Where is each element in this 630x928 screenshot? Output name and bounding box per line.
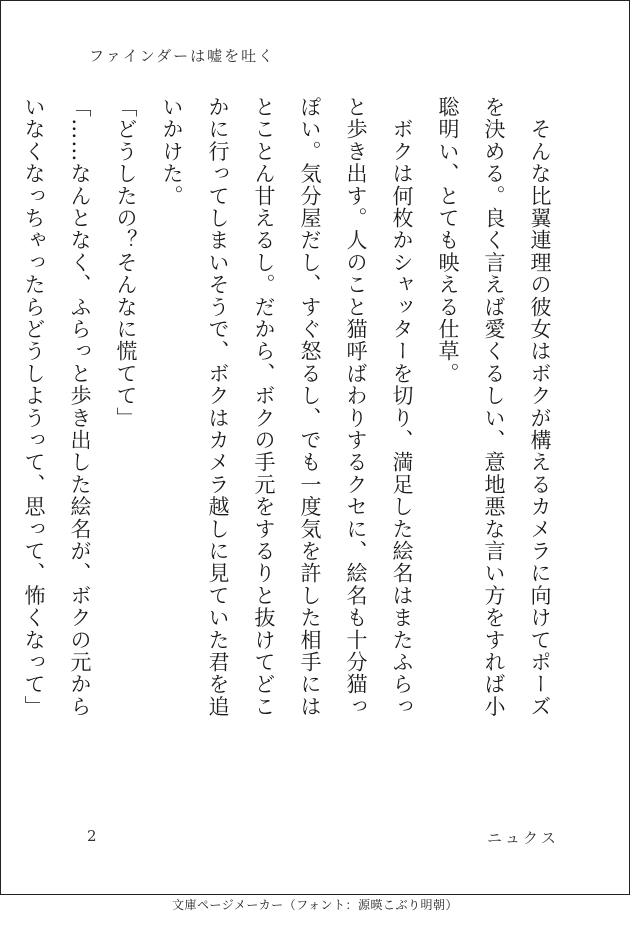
dialogue-line — [0, 96, 11, 736]
dialogue-line: 「……なんとなく、ふらっと歩き出した絵名が、ボクの元からいなくなっちゃったらどうしようって、思って、怖くなって」 — [22, 96, 92, 718]
book-title: ファインダーは嘘を吐く — [89, 47, 276, 65]
author-name: ニュクス — [487, 829, 559, 847]
body-text — [22, 96, 563, 736]
paragraph: そんな比翼連理の彼女はボクが構えるカメラに向けてポーズを決める。良く言えば愛くるしい、意地悪な言い方をすれば小聡明い、とても映える仕草。 — [436, 96, 552, 718]
page-number: 2 — [87, 827, 97, 845]
paragraph: ボクは何枚かシャッターを切り、満足した絵名はまたふらっと歩き出す。人のこと猫呼ばわりするクセに、絵名も十分猫っぽい。気分屋だし、すぐ怒るし、でも一度気を許した相手にはとことん甘えるし。だから、ボクの手元をするりと抜けてどこかに行ってしまいそうで、ボクはカメラ越しに見ていた君を追いかけた。 — [160, 96, 414, 718]
dialogue-line: 「どうしたの？そんなに慌てて」 — [114, 96, 138, 429]
generator-note: 文庫ページメーカー（フォント：源暎こぶり明朝） — [171, 898, 459, 912]
